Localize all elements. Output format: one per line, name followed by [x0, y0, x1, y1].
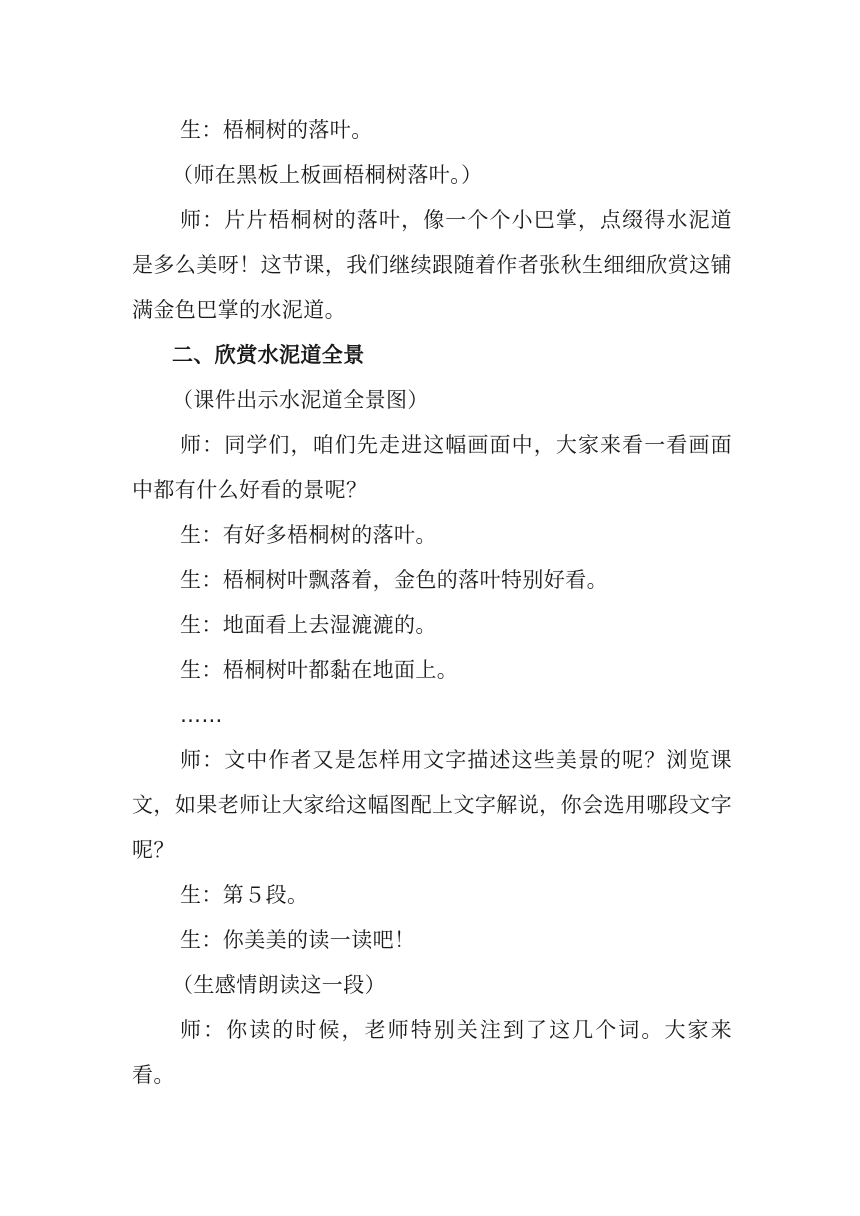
- paragraph-student-answer-2: 生：梧桐树叶飘落着，金色的落叶特别好看。: [180, 568, 608, 592]
- paragraph-student-answer-1: 生：有好多梧桐树的落叶。: [180, 523, 437, 547]
- document-body: [132, 108, 732, 1098]
- section-heading: 二、欣赏水泥道全景: [172, 343, 365, 367]
- paragraph-teacher-question-2: 师：文中作者又是怎样用文字描述这些美景的呢？浏览课文，如果老师让大家给这幅图配上文字解说，你会选用哪段文字呢？: [132, 748, 732, 862]
- paragraph-stage-direction-blackboard: （师在黑板上板画梧桐树落叶。）: [172, 163, 483, 187]
- paragraph-teacher-question: 师：同学们，咱们先走进这幅画面中，大家来看一看画面中都有什么好看的景呢？: [132, 433, 732, 502]
- paragraph-teacher-intro: 师：片片梧桐树的落叶，像一个个小巴掌，点缀得水泥道是多么美呀！这节课，我们继续跟随着作者张秋生细细欣赏这铺满金色巴掌的水泥道。: [132, 208, 732, 322]
- paragraph-ellipsis: ……: [180, 703, 223, 727]
- paragraph-teacher-words: 师：你读的时候，老师特别关注到了这几个词。大家来看。: [132, 1018, 732, 1087]
- paragraph-student-answer-6: 生：你美美的读一读吧！: [180, 928, 416, 952]
- paragraph-student-answer-5: 生：第５段。: [180, 883, 309, 907]
- paragraph-stage-direction-reading: （生感情朗读这一段）: [172, 973, 386, 997]
- paragraph-student-answer-leaves: 生：梧桐树的落叶。: [180, 118, 373, 142]
- paragraph-stage-direction-courseware: （课件出示水泥道全景图）: [172, 388, 429, 412]
- paragraph-student-answer-4: 生：梧桐树叶都黏在地面上。: [180, 658, 459, 682]
- paragraph-student-answer-3: 生：地面看上去湿漉漉的。: [180, 613, 437, 637]
